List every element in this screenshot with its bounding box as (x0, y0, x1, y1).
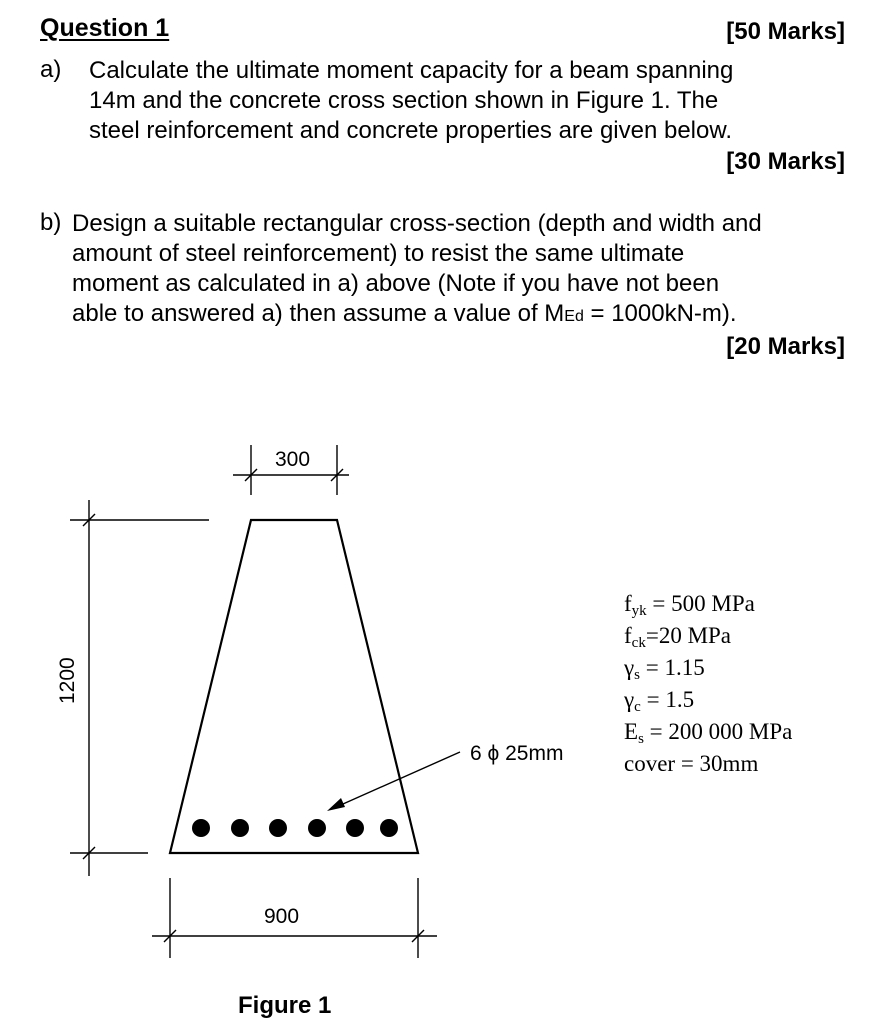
top-width-label: 300 (275, 448, 311, 471)
gamma-c-symbol: γ (624, 687, 635, 712)
bottom-width-label: 900 (264, 905, 300, 928)
rebar-6 (380, 819, 398, 837)
rebar-leader-line (334, 752, 460, 808)
rebar-1 (192, 819, 210, 837)
gamma-c-subscript: c (634, 699, 641, 715)
part-b-line-2: amount of steel reinforcement) to resist the same ultimate (72, 240, 685, 267)
es-value: = 200 000 MPa (643, 719, 793, 744)
prop-gamma-c (624, 684, 792, 716)
part-a-line-2: 14m and the concrete cross section shown in Figure 1. The (89, 87, 719, 114)
material-properties (624, 588, 792, 780)
prop-fyk (624, 588, 792, 620)
part-b-line-4-suffix: = 1000kN-m). (583, 300, 737, 327)
prop-es (624, 716, 792, 748)
es-subscript: s (638, 731, 644, 747)
gamma-c-value: = 1.5 (640, 687, 695, 712)
part-a-marks: [30 Marks] (726, 148, 845, 175)
es-symbol: E (624, 719, 639, 744)
fyk-subscript: yk (631, 603, 647, 619)
concrete-section (170, 520, 418, 853)
med-subscript: Ed (564, 308, 584, 325)
part-b-line-1: Design a suitable rectangular cross-section (depth and width and (72, 210, 762, 237)
rebar-leader-arrowhead (327, 798, 345, 811)
rebar-3 (269, 819, 287, 837)
fck-subscript: ck (631, 635, 646, 651)
fyk-symbol: f (624, 591, 632, 616)
fyk-value: = 500 MPa (646, 591, 755, 616)
part-b-line-3: moment as calculated in a) above (Note if you have not been (72, 270, 720, 297)
figure-caption: Figure 1 (238, 992, 332, 1019)
fck-symbol: f (624, 623, 632, 648)
question-title: Question 1 (40, 14, 170, 42)
gamma-s-symbol: γ (624, 655, 635, 680)
part-a-line-1: Calculate the ultimate moment capacity for a beam spanning (89, 57, 734, 84)
height-label: 1200 (56, 657, 79, 704)
rebar-5 (346, 819, 364, 837)
part-a-label: a) (40, 56, 62, 83)
rebar-2 (231, 819, 249, 837)
gamma-s-subscript: s (634, 667, 641, 683)
total-marks: [50 Marks] (726, 18, 845, 45)
part-a-line-3: steel reinforcement and concrete properties are given below. (89, 117, 733, 144)
prop-cover: cover = 30mm (624, 751, 759, 776)
rebar-group (192, 819, 398, 837)
gamma-s-value: = 1.15 (640, 655, 705, 680)
rebar-4 (308, 819, 326, 837)
prop-fck (624, 620, 792, 652)
height-dimension (70, 500, 209, 876)
rebar-label: 6 ϕ 25mm (470, 742, 564, 765)
part-b-line-4-prefix: able to answered a) then assume a value of M (72, 300, 565, 327)
part-b-marks: [20 Marks] (726, 333, 845, 360)
prop-gamma-s (624, 652, 792, 684)
fck-value: =20 MPa (645, 623, 732, 648)
part-b-label: b) (40, 209, 62, 236)
